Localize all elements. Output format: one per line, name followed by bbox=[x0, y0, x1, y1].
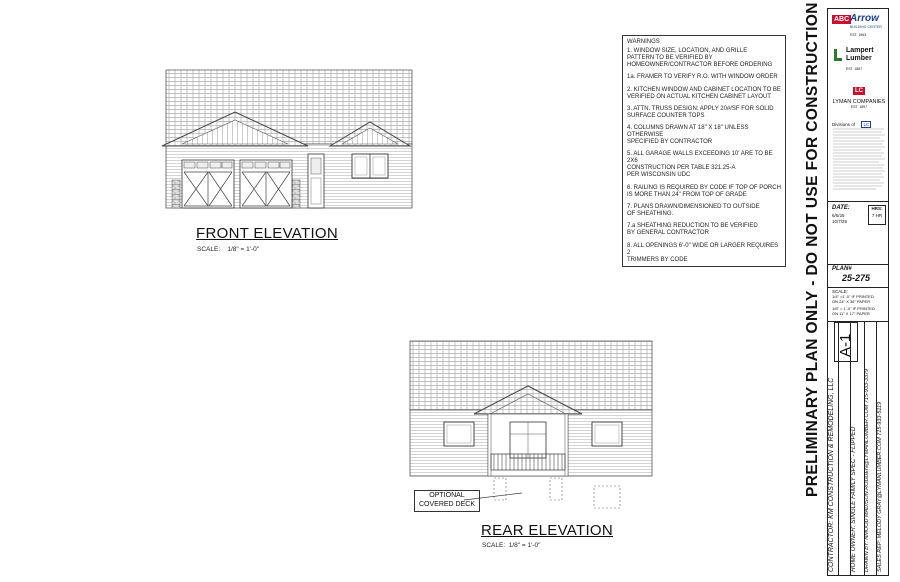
lampert-logo bbox=[832, 47, 886, 77]
warning-item: 6. RAILING IS REQUIRED BY CODE IF TOP OF PORCH IS MORE THAN 24" FROM TOP OF GRADE bbox=[627, 184, 781, 198]
divisions-label: Divisions of bbox=[832, 122, 856, 127]
disclaimer-text bbox=[832, 127, 886, 199]
warnings-box bbox=[622, 35, 786, 267]
plan-label: PLAN# bbox=[832, 266, 852, 272]
warning-item: 7.a SHEATHING REDUCTION TO BE VERIFIED BY GENERAL CONTRACTOR bbox=[627, 223, 758, 237]
lampert-logo-mark bbox=[834, 49, 842, 61]
scale-a: 1/4" =1'-0" IF PRINTED ON 24" X 36" PAPER bbox=[832, 294, 874, 304]
warning-item: 2. KITCHEN WINDOW AND CABINET LOCATION TO BE VERIFIED ON ACTUAL KITCHEN CABINET LAYOUT bbox=[627, 86, 781, 100]
warning-item: 8. ALL OPENINGS 6'-0" WIDE OR LARGER REQUIRES 2 TRIMMERS BY CODE bbox=[627, 242, 779, 263]
hrs-value: 7 HR bbox=[871, 213, 883, 218]
arrow-logo-sub: BUILDING CENTER bbox=[850, 25, 882, 29]
front-elevation-drawing bbox=[160, 62, 420, 212]
lyman-logo bbox=[832, 79, 886, 111]
divisions-mark: LC bbox=[863, 122, 870, 127]
warning-item: 7. PLANS DRAWN/DIMENSIONED TO OUTSIDE OF SHEATHING. bbox=[627, 204, 760, 218]
scale-label: SCALE: bbox=[832, 289, 849, 294]
arrow-logo bbox=[832, 13, 886, 43]
front-elevation-scale: SCALE: 1/8" = 1'-0" bbox=[197, 246, 260, 253]
warning-item: 5. ALL GARAGE WALLS EXCEEDING 10' ARE TO BE 2X6 CONSTRUCTION PER TABLE 321.25-A PER WISCONSIN UDC bbox=[627, 151, 773, 179]
warning-item: 1a. FRAMER TO VERIFY R.O. WITH WINDOW ORDER bbox=[627, 74, 778, 81]
info-divider bbox=[838, 321, 839, 575]
deck-callout: OPTIONAL COVERED DECK bbox=[414, 490, 480, 512]
date-label: DATE: bbox=[832, 205, 850, 211]
lampert-logo-est: EST. 1887 bbox=[846, 67, 863, 71]
arrow-logo-mark: ABC bbox=[834, 16, 850, 23]
arrow-logo-name: Arrow bbox=[850, 13, 879, 24]
lyman-logo-name: LYMAN COMPANIES bbox=[832, 99, 886, 105]
divisions-row bbox=[832, 113, 886, 127]
preliminary-banner: PRELIMINARY PLAN ONLY - DO NOT USE FOR CONSTRUCTION bbox=[804, 2, 821, 497]
sheet-number: A-1 bbox=[837, 333, 854, 357]
warnings-title: WARNINGS bbox=[627, 39, 660, 45]
rear-elevation-drawing bbox=[404, 338, 664, 513]
hrs-label: HRS: bbox=[871, 206, 883, 211]
hrs-box bbox=[868, 205, 886, 225]
home-owner-line: HOME OWNER: SINGLE FAMILY SPEC - FLIPPED bbox=[850, 426, 857, 572]
warning-item: 3. ATTN. TRUSS DESIGN: APPLY 20#/SF FOR SOLID SURFACE COUNTER TOPS bbox=[627, 105, 774, 119]
rear-elevation-scale: SCALE: 1/8" = 1'-0" bbox=[482, 542, 541, 549]
warning-item: 1. WINDOW SIZE, LOCATION, AND GRILLE PATTERN TO BE VERIFIED BY HOMEOWNER/CONTRACTOR BEFORE ORDERING bbox=[627, 48, 773, 68]
lyman-logo-est: EST. 1897 bbox=[850, 105, 868, 109]
warning-item: 4. COLUMNS DRAWN AT 18" X 18" UNLESS OTHERWISE SPECIFIED BY CONTRACTOR bbox=[627, 125, 749, 146]
drawn-by-line: DRAWN BY: NMOOD MADISON.RODDEN@LYMANLUMBER.COM 715-933-3379 bbox=[864, 368, 870, 572]
sales-rep-line: SALES REP: MELODY GRAY@LYMANLUMBER.COM 715-933-5119 bbox=[877, 401, 883, 572]
scale-b: 1/8" = 1'-0" IF PRINTED ON 11" X 17" PAPER bbox=[832, 306, 875, 316]
lyman-logo-mark: LC bbox=[855, 88, 863, 94]
front-elevation-title: FRONT ELEVATION bbox=[196, 225, 339, 242]
lampert-logo-name: Lampert Lumber bbox=[846, 47, 874, 62]
rear-elevation-title: REAR ELEVATION bbox=[481, 522, 614, 539]
date-values: 6/5/25 10/7/25 bbox=[832, 213, 848, 224]
contractor-line: CONTRACTOR: KM CONSTRUCTION & REMODELING, LLC bbox=[828, 377, 835, 572]
plan-number: 25-275 bbox=[842, 273, 871, 283]
arrow-logo-est: EST. 1963 bbox=[850, 33, 867, 37]
